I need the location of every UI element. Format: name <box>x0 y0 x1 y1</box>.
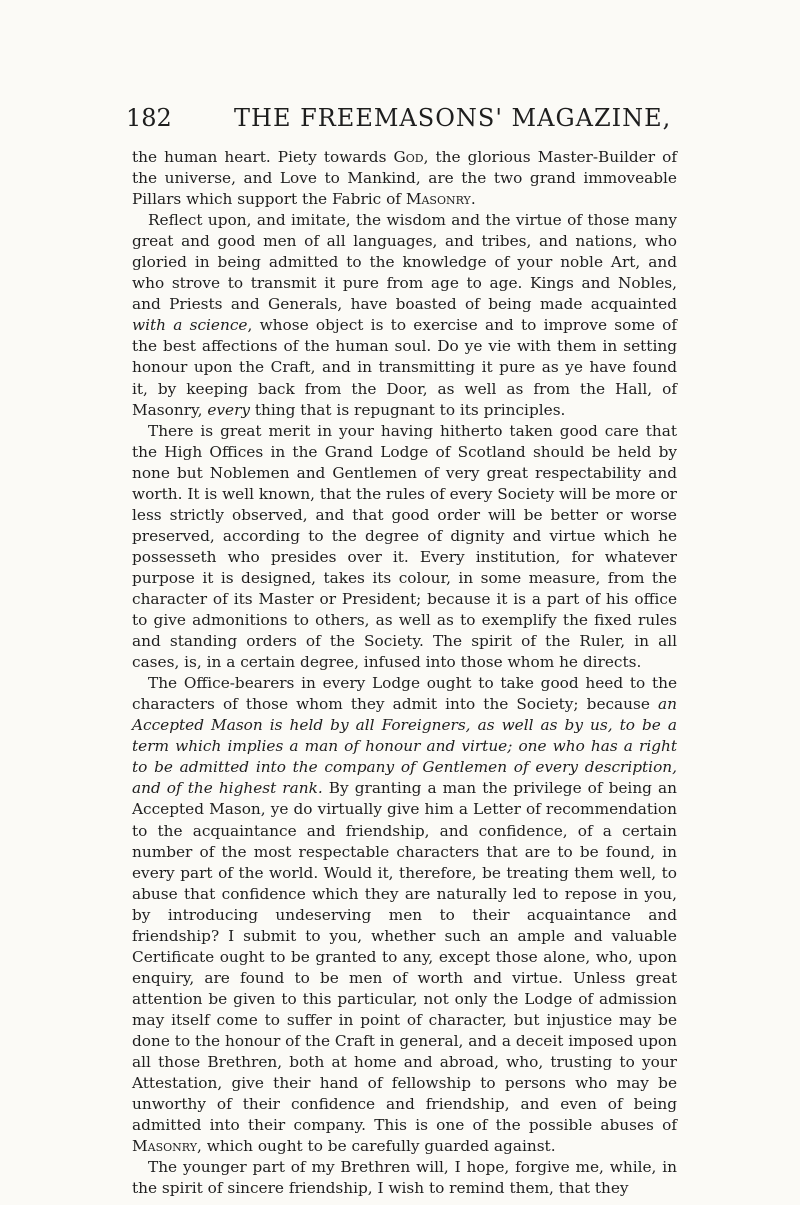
text-run: The Office-bearers in every Lodge ought to take good heed to the characters of those whom they admit into the Society; because <box>132 674 677 714</box>
text-run: There is great merit in your having hitherto taken good care that the High Offices in the Grand Lodge of Scotland should be held by none but Noblemen and Gentlemen of very great respectability and worth. It is well known, that the rules of every Society will be more or less strictly observed, and that good order will be better or worse preserved, according to the degree of dignity and virtue which he possesseth who presides over it. Every institution, for whatever purpose it is designed, takes its colour, in some measure, from the character of its Master or President; because it is a part of his office to give admonitions to others, as well as to exemplify the fixed rules and standing orders of the Society. The spirit of the Ruler, in all cases, is, in a certain degree, infused into those whom he directs. <box>132 421 677 672</box>
text-run: , the glorious Master-Builder of the universe, and Love to Mankind, are the two grand immoveable Pillars which support the Fabric of <box>132 148 677 209</box>
page-header <box>126 100 686 140</box>
small-caps-text: Masonry <box>405 190 471 209</box>
paragraph <box>132 673 677 1157</box>
paragraph <box>132 421 677 674</box>
italic-text: every <box>207 400 251 419</box>
text-run: Reflect upon, and imitate, the wisdom and the virtue of those many great and good men of all languages, and tribes, and nations, who gloried in being admitted to the knowledge of your noble Art, and who strove to transmit it pure from age to age. Kings and Nobles, and Priests and Generals, have boasted of being made acquainted <box>132 211 677 314</box>
paragraph <box>132 210 677 420</box>
italic-text: with a science <box>132 316 248 335</box>
text-run: . <box>470 190 476 209</box>
running-head: THE FREEMASONS' MAGAZINE, <box>234 104 672 132</box>
text-run: , whose object is to exercise and to improve some of the best affections of the human soul. Do ye vie with them in setting honour upon the Craft, and in transmitting it pure as ye have found it, by keeping back from the Door, as well as from the Hall, of Masonry, <box>132 316 678 419</box>
text-run: , which ought to be carefully guarded against. <box>197 1137 556 1156</box>
italic-text: an Accepted Mason is held by all Foreigners, as well as by us, to be a term which implies a man of honour and virtue; one who has a right to be admitted into the company of Gentlemen of every description, and of the highest rank. <box>132 695 677 798</box>
page-number: 182 <box>126 104 172 132</box>
small-caps-text: Masonry <box>132 1137 197 1156</box>
text-run: The younger part of my Brethren will, I hope, forgive me, while, in the spirit of sincere friendship, I wish to remind them, that they <box>132 1158 677 1198</box>
body-text <box>132 147 677 1199</box>
paragraph <box>132 147 677 210</box>
paragraph <box>132 1157 677 1199</box>
text-run: thing that is repugnant to its principles. <box>250 400 566 419</box>
text-run: By granting a man the privilege of being an Accepted Mason, ye do virtually give him a Letter of recommendation to the acquaintance and friendship, and confidence, of a certain number of the most respectable characters that are to be found, in every part of the world. Would it, therefore, be treating them well, to abuse that confidence which they are naturally led to repose in you, by introducing undeserving men to their acquaintance and friendship? I submit to you, whether such an ample and valuable Certificate ought to be granted to any, except those alone, who, upon enquiry, are found to be men of worth and virtue. Unless great attention be given to this particular, not only the Lodge of admission may itself come to suffer in point of character, but injustice may be done to the honour of the Craft in general, and a deceit imposed upon all those Brethren, both at home and abroad, who, trusting to your Attestation, give their hand of fellowship to persons who may be unworthy of their confidence and friendship, and even of being admitted into their company. This is one of the possible abuses of <box>132 779 677 1135</box>
small-caps-text: God <box>393 148 424 166</box>
text-run: the human heart. Piety towards <box>132 148 394 166</box>
